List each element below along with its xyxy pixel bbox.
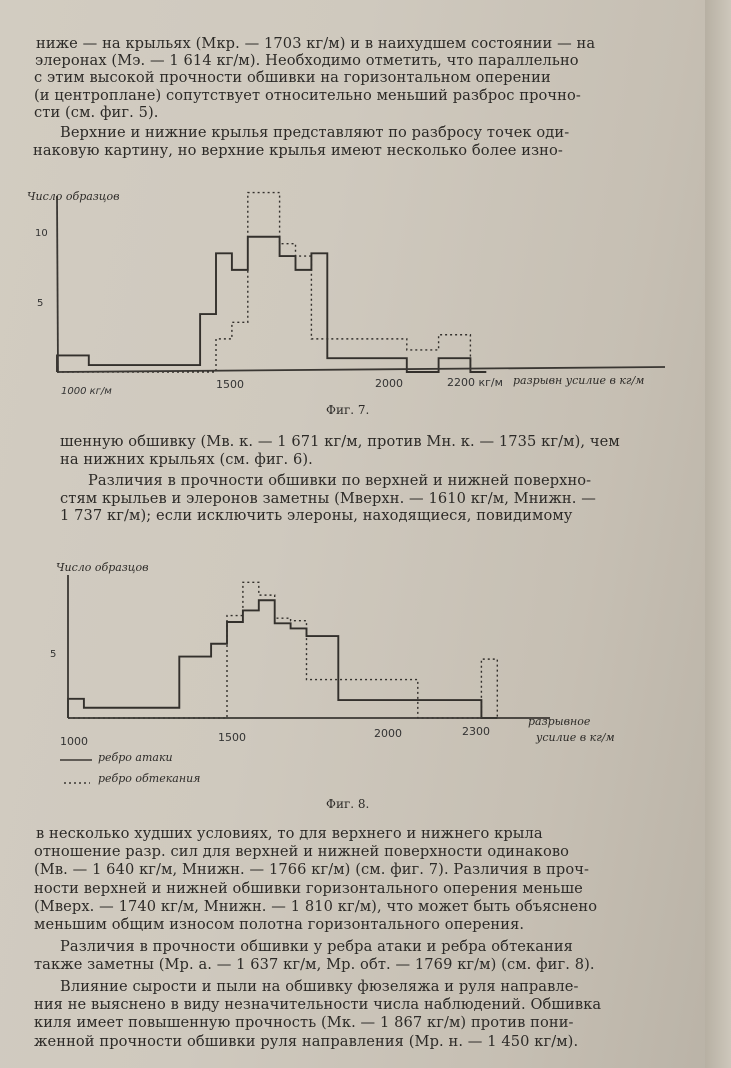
x-tick-label: 1000 кг/м — [61, 386, 112, 397]
text-line: (и центроплане) сопутствует относительно меньший разброс прочно- — [34, 87, 581, 104]
text-line: киля имеет повышенную прочность (Mк. — 1 867 кг/м) против пони- — [34, 1014, 574, 1031]
x-tick-label: 2000 — [374, 727, 402, 740]
text-line: элеронах (Mэ. — 1 614 кг/м). Необходимо отметить, что параллельно — [35, 52, 579, 69]
page-edge — [705, 0, 731, 1068]
text-line: с этим высокой прочности обшивки на горизонтальном оперении — [34, 69, 551, 86]
text-line: стям крыльев и элеронов заметны (Mверхн. — 1610 кг/м, Mнижн. — — [60, 490, 596, 507]
x-tick-label: 1500 — [216, 378, 244, 391]
text-line: Верхние и нижние крылья представляют по разбросу точек оди- — [60, 124, 570, 141]
x-tick-label: 2000 — [375, 377, 403, 390]
x-axis-label: разрывное — [528, 715, 591, 728]
text-line: также заметны (Mр. а. — 1 637 кг/м, Mр. обт. — 1769 кг/м) (см. фиг. 8). — [34, 956, 595, 973]
figure-7-caption: Фиг. 7. — [326, 403, 370, 417]
x-axis-label: разрывн усилие в кг/м — [513, 374, 645, 387]
y-axis-label: Число образцов — [56, 561, 149, 574]
text-line: отношение разр. сил для верхней и нижней поверхности одинаково — [34, 843, 570, 860]
x-tick-label: 1000 — [60, 735, 88, 748]
y-axis-label: Число образцов — [27, 190, 120, 203]
text-line: шенную обшивку (Mв. к. — 1 671 кг/м, против Mн. к. — 1735 кг/м), чем — [60, 433, 620, 450]
y-tick-label: 5 — [50, 649, 57, 660]
x-axis — [57, 367, 665, 372]
text-line: (Mверх. — 1740 кг/м, Mнижн. — 1 810 кг/м), что может быть объяснено — [34, 898, 598, 915]
x-tick-label: 2200 кг/м — [447, 376, 503, 389]
histogram-dotted-series — [57, 193, 486, 372]
x-tick-label: 2300 — [462, 725, 490, 738]
text-line: ния не выяснено в виду незначительности числа наблюдений. Обшивка — [34, 996, 602, 1013]
histogram-solid-series — [57, 237, 486, 372]
y-axis — [57, 196, 58, 372]
text-line: сти (см. фиг. 5). — [34, 104, 159, 121]
figure-8-histogram — [50, 555, 690, 795]
legend-label: ребро атаки — [98, 751, 173, 764]
text-line: Влияние сырости и пыли на обшивку фюзеляжа и руля направле- — [60, 978, 579, 995]
text-line: женной прочности обшивки руля направления (Mр. н. — 1 450 кг/м). — [34, 1033, 579, 1050]
figure-8-caption: Фиг. 8. — [326, 797, 370, 811]
text-line: на нижних крыльях (см. фиг. 6). — [60, 451, 313, 468]
histogram-dotted-series — [68, 582, 497, 718]
text-line: Различия в прочности обшивки у ребра атаки и ребра обтекания — [60, 938, 573, 955]
text-line: ности верхней и нижней обшивки горизонтального оперения меньше — [34, 880, 583, 897]
text-line: Различия в прочности обшивки по верхней и нижней поверхно- — [88, 472, 592, 489]
text-line: наковую картину, но верхние крылья имеют несколько более изно- — [33, 142, 563, 159]
text-line: в несколько худших условиях, то для верхнего и нижнего крыла — [36, 825, 543, 842]
text-line: (Mв. — 1 640 кг/м, Mнижн. — 1766 кг/м) (см. фиг. 7). Различия в проч- — [34, 861, 590, 878]
text-line: ниже — на крыльях (Mкр. — 1703 кг/м) и в наихудшем состоянии — на — [36, 35, 596, 52]
figure-7-histogram — [25, 178, 685, 403]
y-tick-label: 5 — [37, 298, 44, 309]
text-line: меньшим общим износом полотна горизонтального оперения. — [34, 916, 525, 933]
x-axis-label: усилие в кг/м — [536, 731, 615, 744]
text-line: 1 737 кг/м); если исключить элероны, находящиеся, повидимому — [60, 507, 573, 524]
x-tick-label: 1500 — [218, 731, 246, 744]
y-tick-label: 10 — [35, 228, 48, 239]
legend-label: ребро обтекания — [98, 772, 201, 785]
